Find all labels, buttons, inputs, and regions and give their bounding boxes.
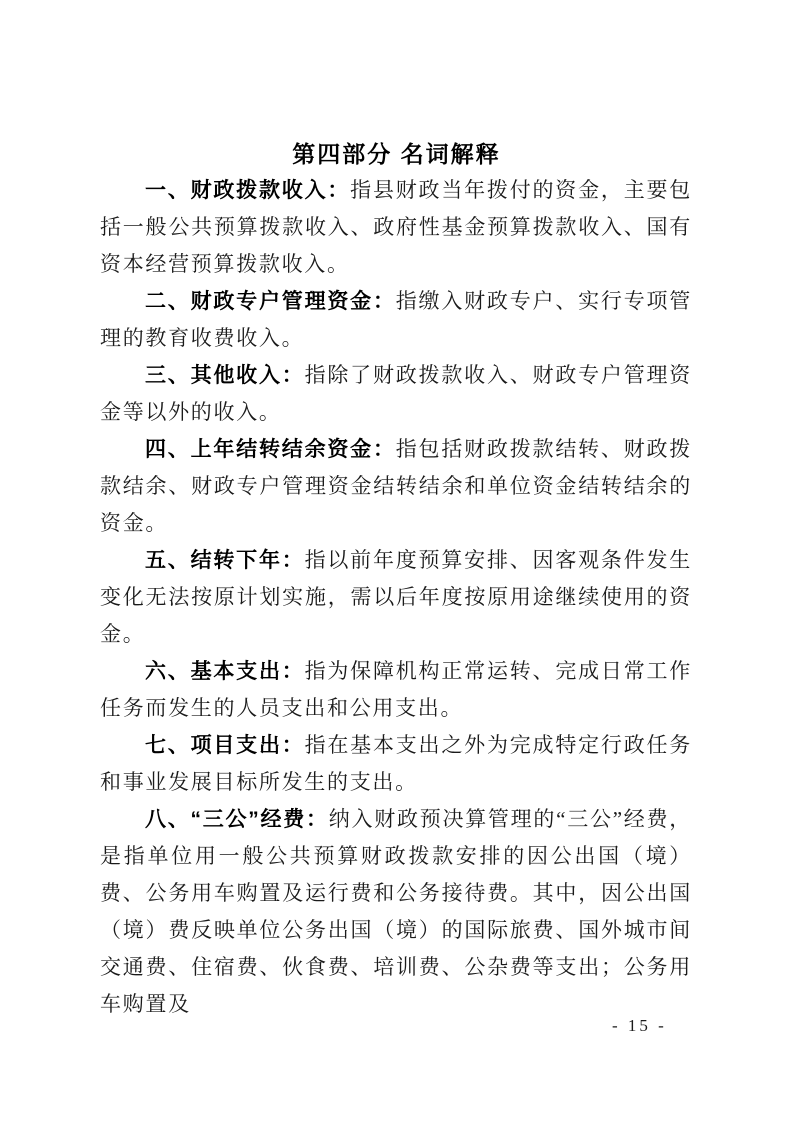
definition-paragraph	[100, 172, 692, 283]
term-definition: 纳入财政预决算管理的“三公”经费，是指单位用一般公共预算财政拨款安排的因公出国（境）费、公务用车购置及运行费和公务接待费。其中，因公出国（境）费反映单位公务出国（境）的国际旅费、国外城市间交通费、住宿费、伙食费、培训费、公杂费等支出；公务用车购置及	[100, 807, 692, 1016]
page-number: - 15 -	[612, 1016, 667, 1035]
term-definition: 指为保障机构正常运转、完成日常工作任务而发生的人员支出和公用支出。	[100, 659, 692, 720]
term-label: 一、财政拨款收入：	[145, 179, 351, 202]
definition-paragraph	[100, 542, 692, 653]
term-definition: 指在基本支出之外为完成特定行政任务和事业发展目标所发生的支出。	[100, 733, 692, 794]
term-definition: 指除了财政拨款收入、财政专户管理资金等以外的收入。	[100, 363, 692, 424]
term-label: 四、上年结转结余资金：	[145, 438, 396, 461]
definition-paragraph	[100, 727, 692, 801]
document-body	[100, 172, 692, 1023]
page-title: 第四部分 名词解释	[292, 141, 501, 167]
definition-paragraph	[100, 357, 692, 431]
term-label: 六、基本支出：	[145, 660, 305, 683]
term-label: 五、结转下年：	[145, 549, 305, 572]
term-label: 七、项目支出：	[145, 734, 305, 757]
definition-paragraph	[100, 283, 692, 357]
term-definition: 指以前年度预算安排、因客观条件发生变化无法按原计划实施，需以后年度按原用途继续使用的资金。	[100, 548, 692, 646]
term-label: 三、其他收入：	[145, 364, 305, 387]
term-label: 八、“三公”经费：	[145, 808, 329, 831]
term-definition: 指县财政当年拨付的资金，主要包括一般公共预算拨款收入、政府性基金预算拨款收入、国有资本经营预算拨款收入。	[100, 178, 692, 276]
definition-paragraph	[100, 801, 692, 1023]
term-label: 二、财政专户管理资金：	[145, 290, 396, 313]
definition-paragraph	[100, 653, 692, 727]
term-definition: 指包括财政拨款结转、财政拨款结余、财政专户管理资金结转结余和单位资金结转结余的资金。	[100, 437, 692, 535]
term-definition: 指缴入财政专户、实行专项管理的教育收费收入。	[100, 289, 692, 350]
definition-paragraph	[100, 431, 692, 542]
